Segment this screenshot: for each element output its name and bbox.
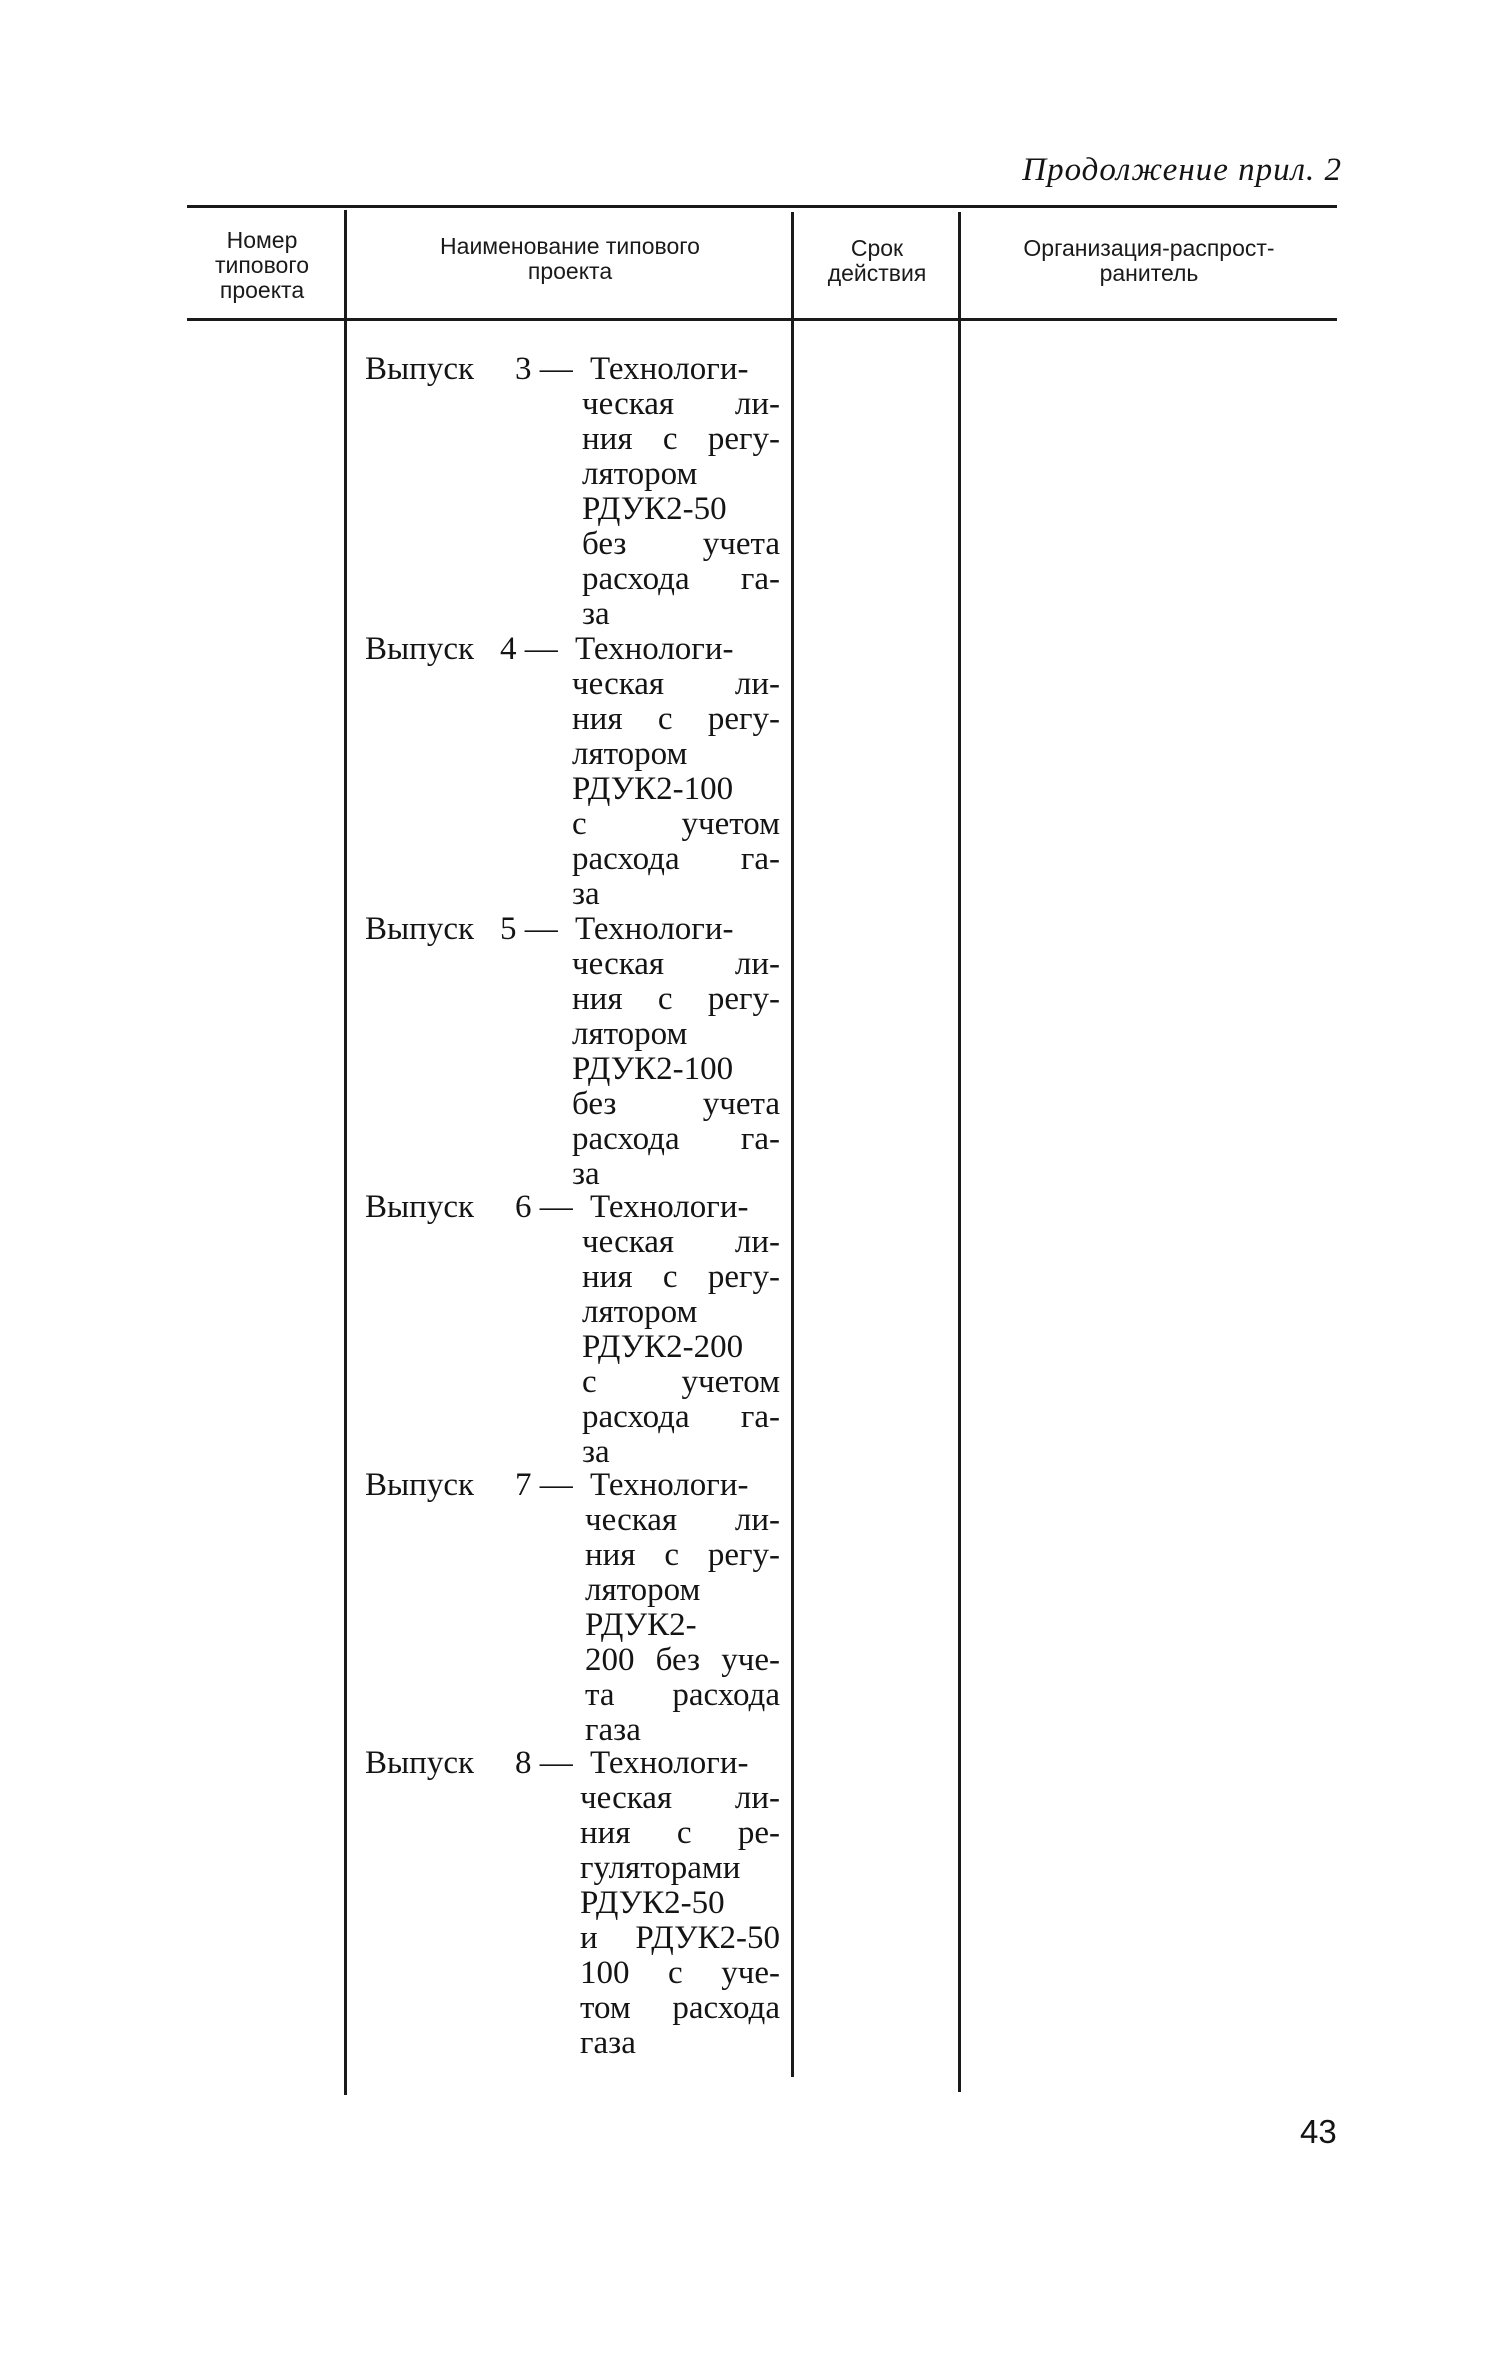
issue-title-first-line: Технологи- [590, 1467, 749, 1503]
issue-title-line: РДУК2-50 [582, 491, 727, 527]
issue-dash: — [524, 631, 558, 667]
issue-title-line: за [582, 1434, 610, 1470]
issue-title-line: ческая ли- [582, 1224, 780, 1260]
issue-title-line: ния с регу- [572, 701, 780, 737]
issue-title-line: без учета [572, 1086, 780, 1122]
issue-title-line: ния с регу- [582, 421, 780, 457]
continuation-label: Продолжение прил. 2 [1022, 152, 1342, 188]
issue-title-line: лятором [585, 1572, 701, 1608]
table-header-rule [187, 318, 1337, 321]
issue-title-line: газа [580, 2025, 636, 2061]
issue-title-first-line: Технологи- [590, 351, 749, 387]
issue-title-line: лятором [572, 736, 688, 772]
issue-title-line: РДУК2-100 [572, 1051, 734, 1087]
issue-title-line: РДУК2-200 [582, 1329, 744, 1365]
issue-title-line: ния с регу- [572, 981, 780, 1017]
issue-dash: — [539, 1467, 573, 1503]
issue-title-first-line: Технологи- [590, 1745, 749, 1781]
issue-title-first-line: Технологи- [575, 911, 734, 947]
issue-title-line: том расхода [580, 1990, 780, 2026]
issue-label: Выпуск [365, 1189, 475, 1225]
issue-label: Выпуск [365, 631, 475, 667]
issue-title-line: с учетом [582, 1364, 780, 1400]
issue-dash: — [539, 351, 573, 387]
table-top-rule [187, 205, 1337, 208]
issue-title-line: ческая ли- [572, 666, 780, 702]
issue-dash: — [539, 1745, 573, 1781]
header-number: Номер типового проекта [214, 227, 310, 303]
issue-title-line: гуляторами [580, 1850, 741, 1886]
issue-title-line: 100 с уче- [580, 1955, 780, 1991]
header-name: Наименование типового проекта [440, 233, 700, 284]
issue-title-line: и РДУК2-50 [580, 1920, 780, 1956]
issue-title-line: ческая ли- [572, 946, 780, 982]
issue-title-line: ния с ре- [580, 1815, 780, 1851]
issue-number: 7 [515, 1467, 532, 1503]
issue-title-line: ческая ли- [580, 1780, 780, 1816]
issue-title-first-line: Технологи- [575, 631, 734, 667]
issue-title-line: за [572, 876, 600, 912]
issue-number: 3 [515, 351, 532, 387]
issue-number: 8 [515, 1745, 532, 1781]
header-term: Срок действия [827, 235, 927, 286]
issue-title-line: РДУК2-50 [580, 1885, 725, 1921]
issue-title-line: ческая ли- [582, 386, 780, 422]
issue-label: Выпуск [365, 351, 475, 387]
issue-title-line: расхода га- [572, 841, 780, 877]
issue-title-line: за [572, 1156, 600, 1192]
issue-title-line: ния с регу- [585, 1537, 780, 1573]
issue-title-line: без учета [582, 526, 780, 562]
column-divider-1 [344, 210, 347, 2095]
issue-title-line: расхода га- [582, 561, 780, 597]
issue-label: Выпуск [365, 1467, 475, 1503]
issue-number: 4 [500, 631, 517, 667]
issue-title-line: ния с регу- [582, 1259, 780, 1295]
issue-title-line: та расхода [585, 1677, 780, 1713]
column-divider-2 [791, 212, 794, 2077]
issue-title-line: ческая ли- [585, 1502, 780, 1538]
issue-dash: — [524, 911, 558, 947]
issue-title-line: с учетом [572, 806, 780, 842]
issue-dash: — [539, 1189, 573, 1225]
issue-title-line: лятором [582, 456, 698, 492]
issue-title-line: за [582, 596, 610, 632]
issue-title-line: РДУК2- [585, 1607, 697, 1643]
issue-number: 6 [515, 1189, 532, 1225]
header-org: Организация-распрост- ранитель [1023, 235, 1275, 286]
issue-label: Выпуск [365, 1745, 475, 1781]
issue-title-line: 200 без уче- [585, 1642, 780, 1678]
issue-title-line: газа [585, 1712, 641, 1748]
issue-label: Выпуск [365, 911, 475, 947]
issue-title-line: лятором [582, 1294, 698, 1330]
issue-title-line: расхода га- [582, 1399, 780, 1435]
issue-title-line: лятором [572, 1016, 688, 1052]
issue-title-line: расхода га- [572, 1121, 780, 1157]
issue-title-first-line: Технологи- [590, 1189, 749, 1225]
issue-title-line: РДУК2-100 [572, 771, 734, 807]
column-divider-3 [958, 212, 961, 2092]
page-number: 43 [1300, 2113, 1337, 2150]
issue-number: 5 [500, 911, 517, 947]
